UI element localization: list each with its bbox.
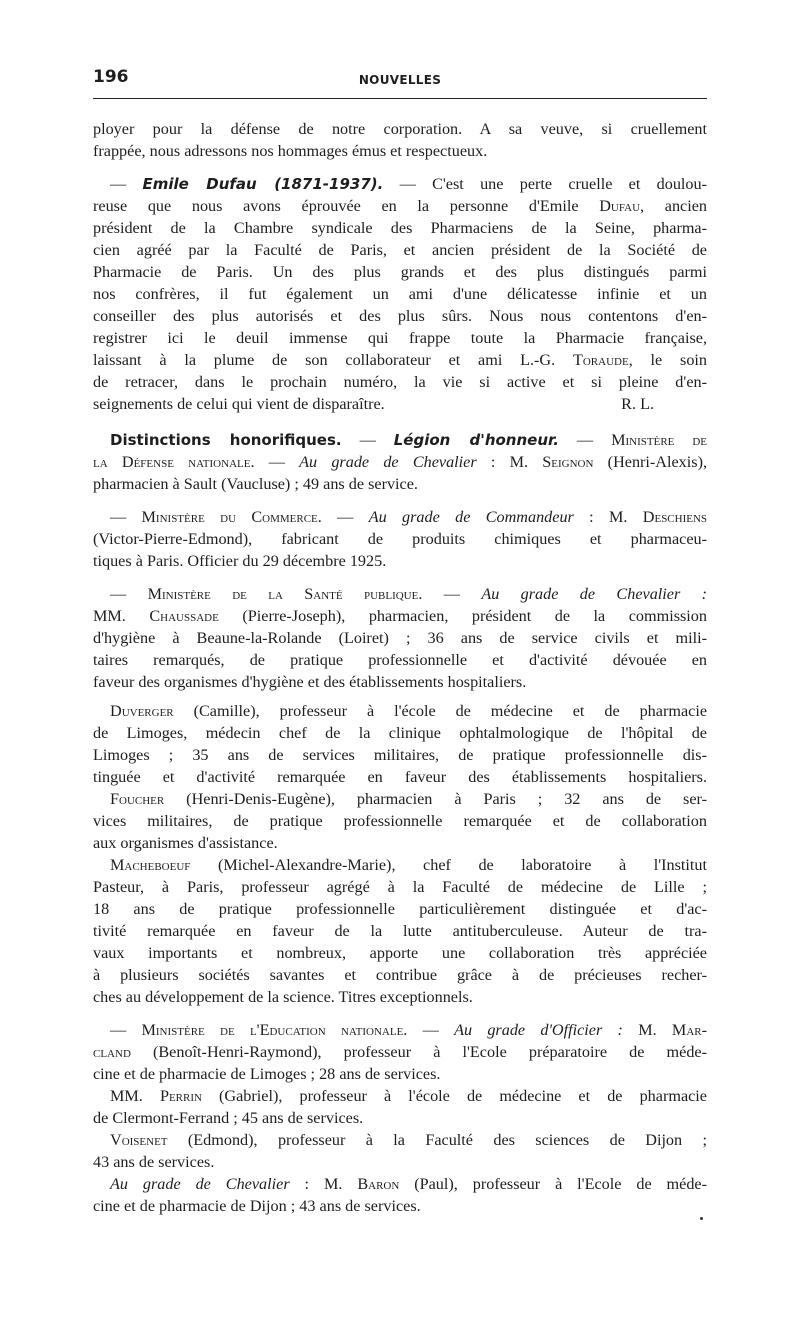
text-line: vaux importants et nombreux, apporte une collaboration très appréciée <box>93 944 707 962</box>
page-header <box>93 64 707 99</box>
text-line: de retracer, dans le prochain numéro, la vie si active et si pleine d'en- <box>93 373 707 391</box>
text-line: Foucher (Henri-Denis-Eugène), pharmacien à Paris ; 32 ans de ser- <box>110 790 707 808</box>
text-line: Pharmacie de Paris. Un des plus grands et des plus distingués parmi <box>93 263 707 281</box>
section-heading: Distinctions honorifiques. <box>110 431 342 449</box>
text-line: la Défense nationale. — Au grade de Chevalier : M. Seignon (Henri-Alexis), <box>93 453 708 471</box>
obituary-intro <box>93 118 707 162</box>
text-line: vices militaires, de pratique professionnelle remarquée et de collaboration <box>93 812 707 830</box>
commerce-section <box>93 506 707 572</box>
text-line: nos confrères, il fut également un ami d'une délicatesse infinie et un <box>93 285 707 303</box>
text-line: Voisenet (Edmond), professeur à la Faculté des sciences de Dijon ; <box>110 1131 707 1149</box>
text-line: faveur des organismes d'hygiène et des établissements hospitaliers. <box>93 673 527 691</box>
grade: Au grade de Chevalier : <box>481 585 708 603</box>
text-line: de Clermont-Ferrand ; 45 ans de services. <box>93 1109 364 1127</box>
text-line: frappée, nous adressons nos hommages émus et respectueux. <box>93 142 488 160</box>
person-name: Seignon <box>542 453 594 471</box>
text-line: Macheboeuf (Michel-Alexandre-Marie), chef de laboratoire à l'Institut <box>110 856 707 874</box>
text-line: tivité remarquée en faveur de la lutte antituberculeuse. Auteur de tra- <box>93 922 707 940</box>
person-name: cland <box>93 1043 131 1061</box>
text-line: ployer pour la défense de notre corporation. A sa veuve, si cruellement <box>93 120 707 138</box>
obituary-title: Emile Dufau (1871-1937). <box>142 175 384 193</box>
ministry-name: la Défense nationale. <box>93 453 255 471</box>
person-name: Voisenet <box>110 1131 168 1149</box>
person-name: Deschiens <box>642 508 708 526</box>
text-line: laissant à la plume de son collaborateur et ami L.-G. Toraude, le soin <box>93 351 707 369</box>
text-line: taires remarqués, de pratique professionnelle et d'activité dévouée en <box>93 651 707 669</box>
ministry-name: Ministère du Commerce. <box>141 508 322 526</box>
grade: Au grade de Chevalier <box>299 453 477 471</box>
ministry-name: Ministère de l'Education nationale. <box>141 1021 408 1039</box>
subsection-heading: Légion d'honneur. <box>393 431 559 449</box>
text-line: — Ministère de la Santé publique. — Au grade de Chevalier : <box>110 585 708 603</box>
person-name: Duverger <box>110 702 174 720</box>
text-line: Au grade de Chevalier : M. Baron (Paul), professeur à l'Ecole de méde- <box>110 1175 708 1193</box>
text-line: à plusieurs sociétés savantes et contribue grâce à de précieuses recher- <box>93 966 707 984</box>
text-line: — Emile Dufau (1871-1937). — C'est une perte cruelle et doulou- <box>110 175 707 193</box>
person-name: Baron <box>357 1175 400 1193</box>
page-body <box>93 118 707 1217</box>
text-line: tiques à Paris. Officier du 29 décembre 1925. <box>93 552 387 570</box>
text-line: de Limoges, médecin chef de la clinique ophtalmologique de l'hôpital de <box>93 724 707 742</box>
grade: Au grade d'Officier : <box>454 1021 623 1039</box>
text-line: Limoges ; 35 ans de services militaires, de pratique professionnelle dis- <box>93 746 707 764</box>
grade: Au grade de Commandeur <box>368 508 574 526</box>
person-name: Mar- <box>671 1021 707 1039</box>
text-line: cine et de pharmacie de Dijon ; 43 ans de services. <box>93 1197 421 1215</box>
ministry-name: Ministère de <box>611 431 707 449</box>
distinctions-section <box>93 429 707 495</box>
text-line: cland (Benoît-Henri-Raymond), professeur à l'Ecole préparatoire de méde- <box>93 1043 707 1061</box>
text-line: registrer ici le deuil immense qui frappe toute la Pharmacie française, <box>93 329 707 347</box>
text-line: cien agréé par la Faculté de Paris, et ancien président de la Société de <box>93 241 707 259</box>
text-line: cine et de pharmacie de Limoges ; 28 ans de services. <box>93 1065 441 1083</box>
text-line: MM. Perrin (Gabriel), professeur à l'école de médecine et de pharmacie <box>110 1087 707 1105</box>
sante-section <box>93 583 707 1008</box>
person-name: Macheboeuf <box>110 856 191 874</box>
text-line: pharmacien à Sault (Vaucluse) ; 49 ans de service. <box>93 475 418 493</box>
text-line: — Ministère de l'Education nationale. — Au grade d'Officier : M. Mar- <box>110 1021 707 1039</box>
education-section <box>93 1019 707 1217</box>
running-title: NOUVELLES <box>358 73 442 87</box>
page-number: 196 <box>93 67 129 87</box>
person-name: Foucher <box>110 790 165 808</box>
text-line: MM. Chaussade (Pierre-Joseph), pharmacien, président de la commission <box>93 607 707 625</box>
person-name: Chaussade <box>149 607 219 625</box>
person-name: Toraude <box>572 351 629 369</box>
text-line: Duverger (Camille), professeur à l'école de médecine et de pharmacie <box>110 702 707 720</box>
ministry-name: Ministère de la Santé publique. <box>147 585 423 603</box>
text-line: (Victor-Pierre-Edmond), fabricant de produits chimiques et pharmaceu- <box>93 530 707 548</box>
text-line: — Ministère du Commerce. — Au grade de Commandeur : M. Deschiens <box>110 508 708 526</box>
text-line: conseiller des plus autorisés et des plus sûrs. Nous nous contentons d'en- <box>93 307 707 325</box>
person-name: Perrin <box>159 1087 202 1105</box>
text-line: Pasteur, à Paris, professeur agrégé à la Faculté de médecine de Lille ; <box>93 878 707 896</box>
text-line: 43 ans de services. <box>93 1153 215 1171</box>
text-line: président de la Chambre syndicale des Pharmaciens de la Seine, pharma- <box>93 219 707 237</box>
text-line: seignements de celui qui vient de disparaître. R. L. <box>93 395 654 413</box>
text-line: d'hygiène à Beaune-la-Rolande (Loiret) ; 36 ans de service civils et mili- <box>93 629 707 647</box>
text-line: aux organismes d'assistance. <box>93 834 278 852</box>
ink-speck <box>700 1217 703 1220</box>
grade: Au grade de Chevalier <box>110 1175 290 1193</box>
text-line: reuse que nous avons éprouvée en la personne d'Emile Dufau, ancien <box>93 197 707 215</box>
text-line: ches au développement de la science. Titres exceptionnels. <box>93 988 473 1006</box>
obituary-dufau <box>93 173 707 415</box>
text-line: Distinctions honorifiques. — Légion d'honneur. — Ministère de <box>110 431 707 449</box>
text-line: 18 ans de pratique professionnelle particulièrement distinguée et d'ac- <box>93 900 707 918</box>
signature: R. L. <box>621 395 654 413</box>
text-line: tinguée et d'activité remarquée en faveur des établissements hospitaliers. <box>93 768 707 786</box>
person-name: Dufau <box>599 197 641 215</box>
